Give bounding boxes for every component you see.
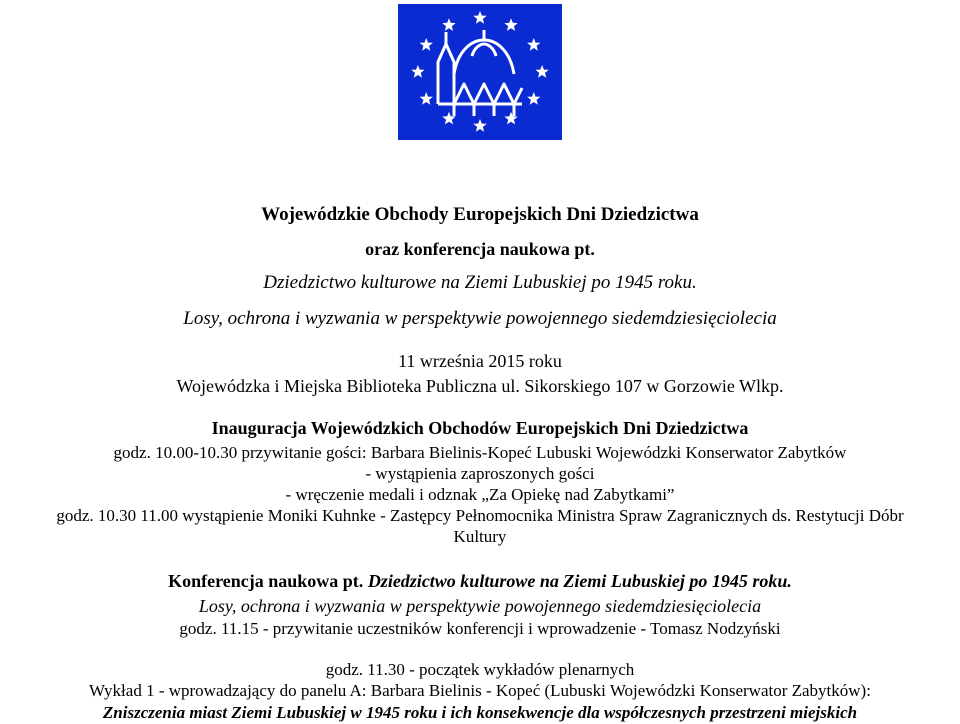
header-theme-subtitle: Losy, ochrona i wyzwania w perspektywie powojennego siedemdziesięciolecia	[183, 308, 777, 329]
conference-subtitle: Losy, ochrona i wyzwania w perspektywie powojennego siedemdziesięciolecia	[198, 596, 762, 616]
event-venue: Wojewódzka i Miejska Biblioteka Publiczna ul. Sikorskiego 107 w Gorzowie Wlkp.	[176, 376, 784, 396]
conference-item-2: godz. 11.30 - początek wykładów plenarnych	[325, 660, 635, 679]
inauguration-title: Inauguracja Wojewódzkich Obchodów Europejskich Dni Dziedzictwa	[211, 418, 749, 438]
conference-title	[0, 572, 960, 590]
event-date: 11 września 2015 roku	[398, 351, 562, 371]
inauguration-item-1: godz. 10.00-10.30 przywitanie gości: Barbara Bielinis-Kopeć Lubuski Wojewódzki Konserwator Zabytków	[113, 443, 847, 462]
lecture-1: Wykład 1 - wprowadzający do panelu A: Barbara Bielinis - Kopeć (Lubuski Wojewódzki Konserwator Zabytków):	[89, 681, 871, 700]
inauguration-item-4-cont: Kultury	[453, 527, 507, 546]
emblem-svg	[398, 4, 562, 140]
inauguration-item-3: - wręczenie medali i odznak „Za Opiekę nad Zabytkami”	[285, 485, 675, 504]
header-title: Wojewódzkie Obchody Europejskich Dni Dziedzictwa	[261, 204, 699, 225]
header-subtitle: oraz konferencja naukowa pt.	[365, 239, 595, 259]
inauguration-item-2: - wystąpienia zaproszonych gości	[365, 464, 595, 483]
conference-title-theme: Dziedzictwo kulturowe na Ziemi Lubuskiej po 1945 roku.	[367, 571, 792, 591]
inauguration-item-4: godz. 10.30 11.00 wystąpienie Moniki Kuhnke - Zastępcy Pełnomocnika Ministra Spraw Zagranicznych ds. Restytucji Dóbr	[56, 506, 904, 525]
lecture-1-title: Zniszczenia miast Ziemi Lubuskiej w 1945 roku i ich konsekwencje dla współczesnych przestrzeni miejskich	[102, 703, 858, 722]
european-heritage-days-emblem	[398, 4, 562, 140]
conference-title-label: Konferencja naukowa pt.	[168, 571, 368, 591]
header-theme: Dziedzictwo kulturowe na Ziemi Lubuskiej po 1945 roku.	[263, 272, 697, 293]
conference-item-1: godz. 11.15 - przywitanie uczestników konferencji i wprowadzenie - Tomasz Nodzyński	[179, 619, 781, 638]
